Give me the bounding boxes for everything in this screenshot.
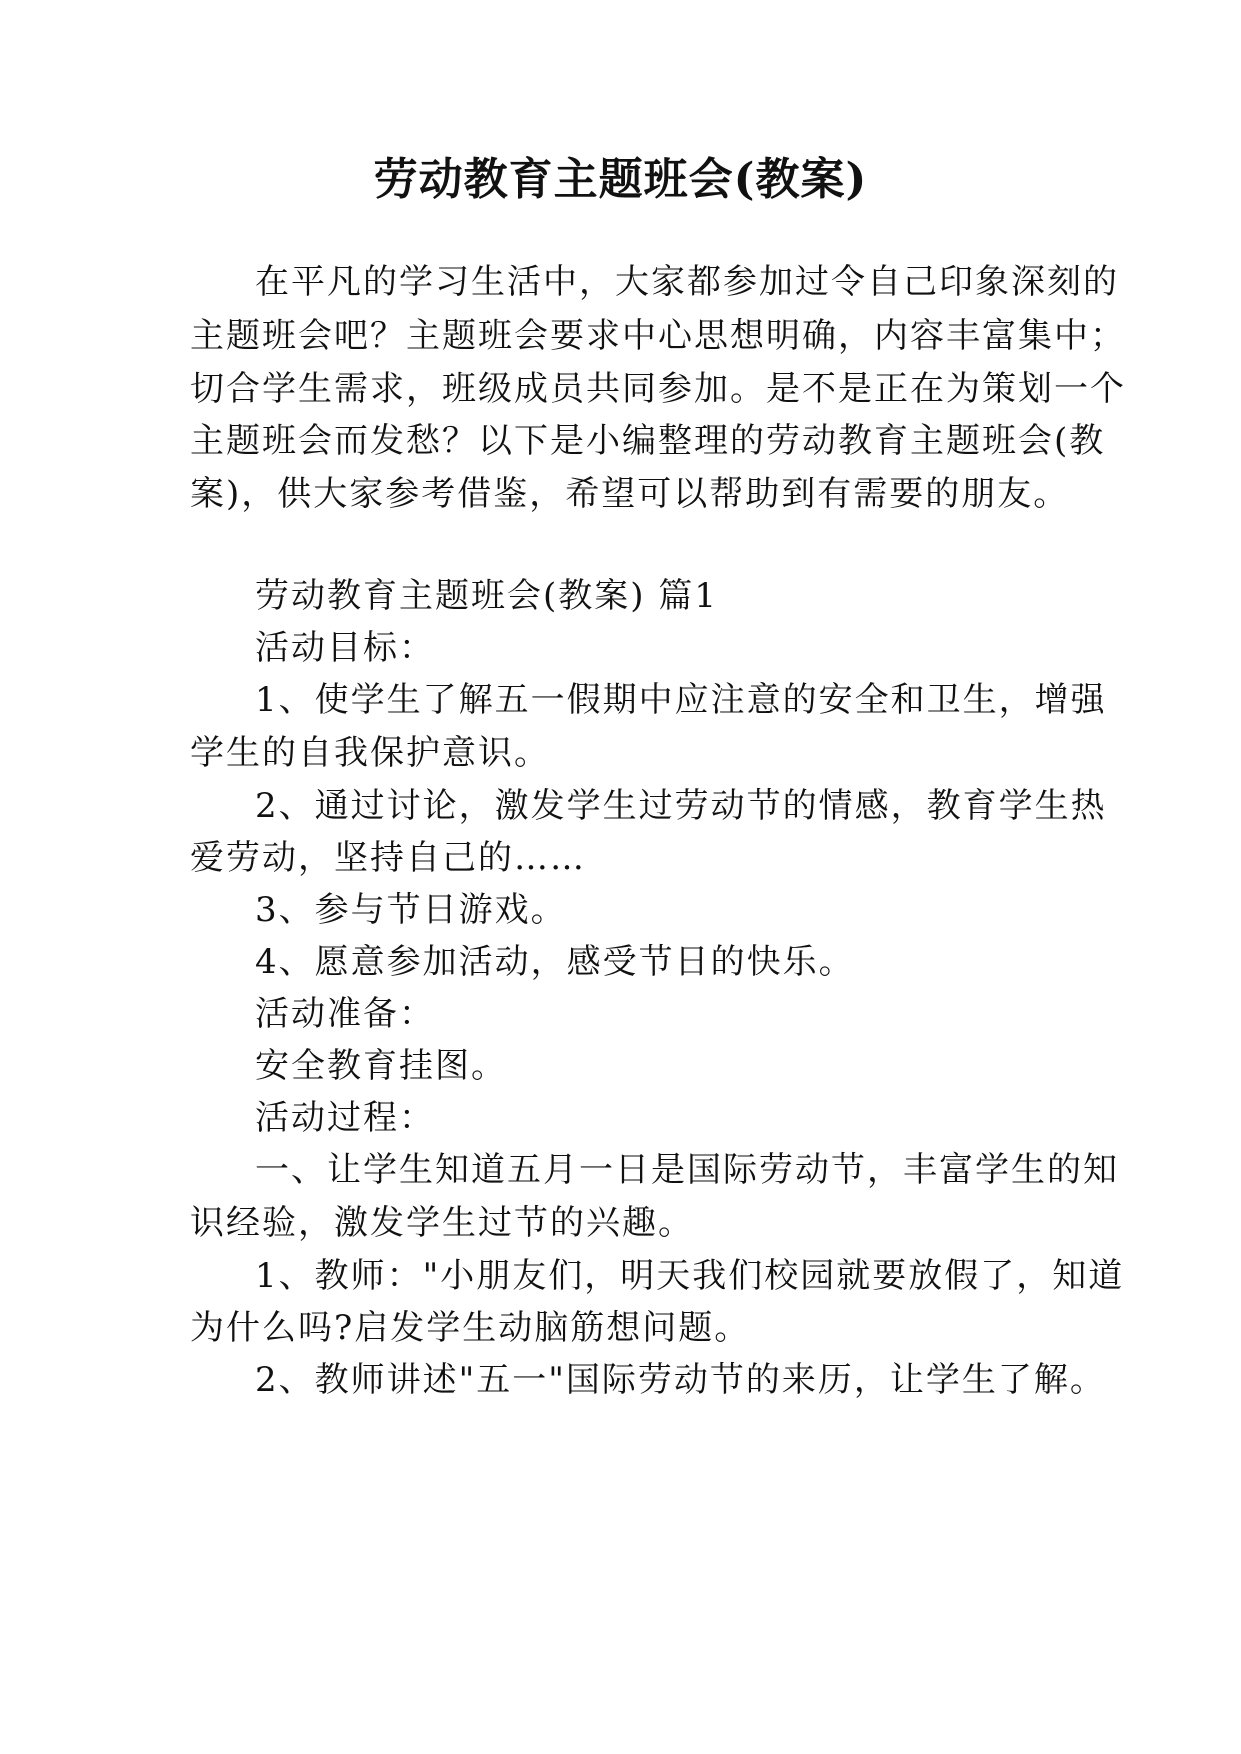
body-line-11: 一、让学生知道五月一日是国际劳动节，丰富学生的知 [255, 1150, 1119, 1190]
body-line-9: 安全教育挂图。 [255, 1046, 507, 1086]
body-line-4: 2、通过讨论，激发学生过劳动节的情感，教育学生热 [255, 786, 1107, 826]
section-heading: 劳动教育主题班会(教案) 篇1 [255, 576, 718, 616]
document-title: 劳动教育主题班会(教案) [373, 154, 868, 205]
body-line-7: 4、愿意参加活动，感受节日的快乐。 [255, 942, 855, 982]
body-line-10: 活动过程： [255, 1098, 435, 1138]
body-line-5: 爱劳动，坚持自己的…… [190, 838, 586, 878]
body-line-12: 识经验，激发学生过节的兴趣。 [190, 1203, 694, 1243]
intro-line-4: 主题班会而发愁？以下是小编整理的劳动教育主题班会(教 [190, 421, 1106, 461]
body-line-14: 为什么吗?启发学生动脑筋想问题。 [190, 1308, 751, 1348]
body-line-13: 1、教师："小朋友们，明天我们校园就要放假了，知道 [255, 1256, 1125, 1296]
body-line-2: 1、使学生了解五一假期中应注意的安全和卫生，增强 [255, 680, 1107, 720]
body-line-15: 2、教师讲述"五一"国际劳动节的来历，让学生了解。 [255, 1360, 1106, 1400]
body-line-3: 学生的自我保护意识。 [190, 733, 550, 773]
intro-line-5: 案)，供大家参考借鉴，希望可以帮助到有需要的朋友。 [190, 474, 1070, 514]
intro-line-1: 在平凡的学习生活中，大家都参加过令自己印象深刻的 [255, 262, 1119, 302]
intro-line-2: 主题班会吧？主题班会要求中心思想明确，内容丰富集中； [190, 316, 1126, 356]
body-line-8: 活动准备： [255, 994, 435, 1034]
intro-line-3: 切合学生需求，班级成员共同参加。是不是正在为策划一个 [190, 369, 1126, 409]
body-line-6: 3、参与节日游戏。 [255, 890, 567, 930]
body-line-1: 活动目标： [255, 628, 435, 668]
